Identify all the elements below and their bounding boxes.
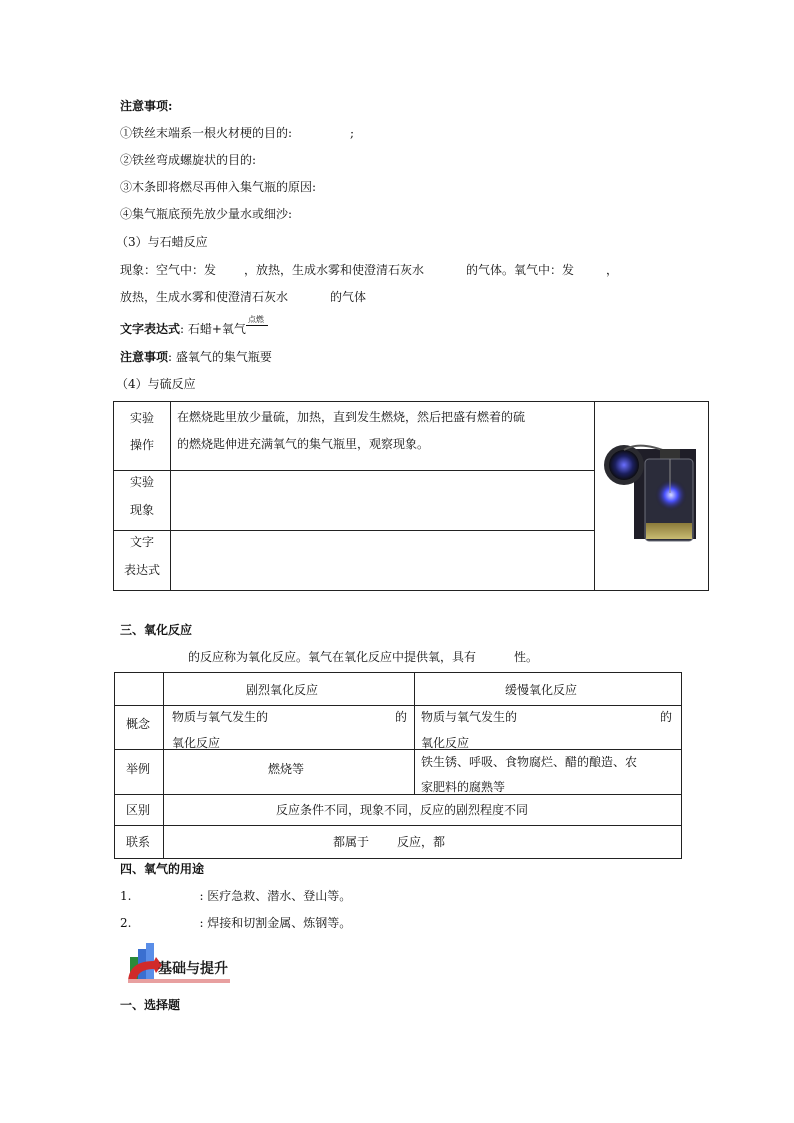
row-obs-label-2: 现象 [129,503,154,517]
concept-slow-b: 的 [660,710,673,724]
row-op-label-2: 操作 [129,438,154,452]
row-op-text-1: 在燃烧匙里放少量硫，加热，直到发生燃烧，然后把盛有燃着的硫 [177,410,526,424]
row-obs-label-1: 实验 [129,475,154,489]
uses-heading: 四、氧气的用途 [120,862,205,876]
uses-item-2 [120,914,351,931]
paraffin-line-2-b: 的气体 [330,290,367,304]
paraffin-line-2 [120,288,366,305]
concept-vigorous-c: 氧化反应 [172,736,221,750]
header-slow: 缓慢氧化反应 [505,683,578,697]
paraffin-notes-label: 注意事项 [120,350,169,364]
paraffin-notes [120,348,272,365]
row-op-label-1: 实验 [129,411,154,425]
notes-heading: 注意事项: [120,99,173,113]
uses-item-1-text: : 医疗急救、潜水、登山等。 [199,889,352,903]
paraffin-line-2-a: 放热，生成水雾和使澄清石灰水 [120,290,289,304]
paraffin-line-1-d: ， [606,263,619,277]
example-vigorous: 燃烧等 [268,762,305,776]
note-item-4: ④集气瓶底预先放少量水或细沙: [120,207,293,221]
concept-vigorous-b: 的 [395,710,408,724]
paraffin-line-1-c: 的气体。氧气中：发 [466,263,575,277]
relation-text [333,833,445,850]
difference-text: 反应条件不同，现象不同，反应的剧烈程度不同 [276,803,529,817]
header-vigorous: 剧烈氧化反应 [246,683,319,697]
oxidation-intro-b: 性。 [514,650,539,664]
uses-item-2-num: 2. [120,916,132,930]
oxidation-intro-a: 的反应称为氧化反应。氧气在氧化反应中提供氧，具有 [188,650,477,664]
ignite-condition: 点燃 [247,315,264,324]
uses-item-1-num: 1. [120,889,132,903]
difference-label: 区别 [126,803,151,817]
concept-slow-a: 物质与氧气发生的 [421,710,518,724]
concept-label: 概念 [126,717,151,731]
paraffin-equation [120,315,268,337]
concept-vigorous-a: 物质与氧气发生的 [172,710,269,724]
note-item-1-text: ①铁丝末端系一根火材梗的目的: [120,126,293,140]
sulfur-burning-jar-image [600,405,704,587]
ignite-arrow [246,315,268,334]
note-item-1 [120,124,354,141]
equation-label: 文字表达式 [120,322,181,336]
oxidation-intro [188,648,538,665]
note-item-2: ②铁丝弯成螺旋状的目的: [120,153,257,167]
paraffin-heading: （3）与石蜡反应 [116,235,208,249]
relation-label: 联系 [126,835,151,849]
badge-label: 基础与提升 [158,961,228,977]
row-eq-label-1: 文字 [129,535,154,549]
paraffin-line-1 [120,261,618,278]
example-slow-a: 铁生锈、呼吸、食物腐烂、醋的酿造、农 [421,755,638,769]
uses-item-2-text: : 焊接和切割金属、炼钢等。 [199,916,352,930]
exercise-heading: 一、选择题 [120,998,181,1012]
uses-item-1 [120,887,351,904]
row-eq-label-2: 表达式 [123,563,160,577]
concept-slow-c: 氧化反应 [421,736,470,750]
example-slow-b: 家肥料的腐熟等 [421,780,506,794]
equation-text: : 石蜡+氧气 [180,322,246,336]
relation-text-a: 都属于 [333,835,370,849]
relation-text-b: 反应，都 [397,835,446,849]
example-label: 举例 [126,762,151,776]
note-item-1-end: ; [350,126,355,140]
paraffin-line-1-a: 现象：空气中：发 [120,263,217,277]
oxidation-table [114,672,682,859]
paraffin-line-1-b: ，放热，生成水雾和使澄清石灰水 [244,263,425,277]
section-badge [126,943,230,985]
sulfur-heading: （4）与硫反应 [116,377,196,391]
note-item-3: ③木条即将燃尽再伸入集气瓶的原因: [120,180,317,194]
row-op-text-2: 的燃烧匙伸进充满氧气的集气瓶里，观察现象。 [177,437,430,451]
oxidation-heading: 三、氧化反应 [120,623,193,637]
paraffin-notes-text: : 盛氧气的集气瓶要 [168,350,272,364]
